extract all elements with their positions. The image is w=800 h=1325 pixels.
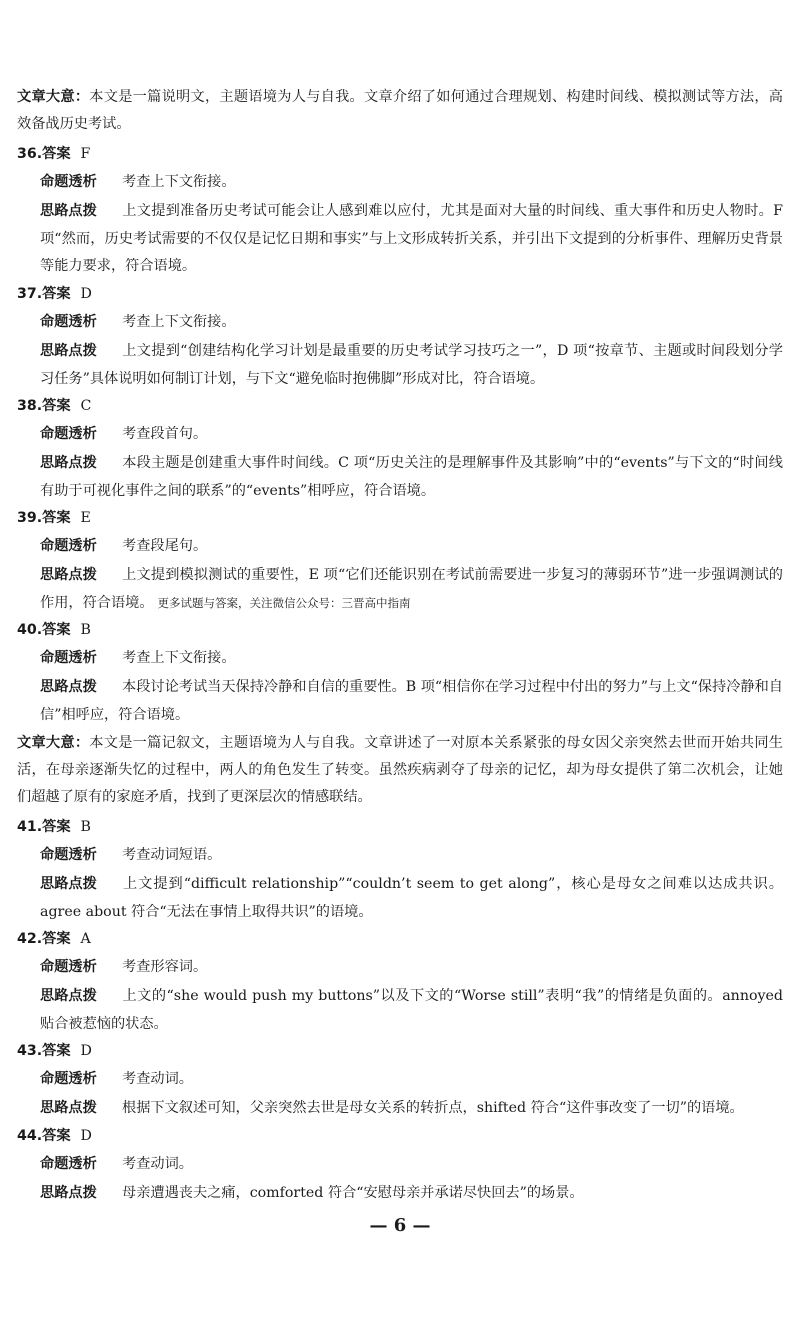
hint-row-36: 思路点拨 上文提到准备历史考试可能会让人感到难以应付，尤其是面对大量的时间线、重大事件和历史人物时。F 项“然而，历史考试需要的不仅仅是记忆日期和事实”与上文形成转折关系，并引出下文提到的分析事件、理解历史背景等能力要求，符合语境。	[40, 203, 783, 274]
answer-line-40: 40.答案 B	[17, 622, 91, 638]
analysis-row-36: 命题透析 考查上下文衔接。	[40, 174, 236, 190]
summary-text: 本文是一篇记叙文，主题语境为人与自我。文章讲述了一对原本关系紧张的母女因父亲突然去世而开始共同生活，在母亲逐渐失忆的过程中，两人的角色发生了转变。虽然疾病剥夺了母亲的记忆，却为母女提供了第二次机会，让她们超越了原有的家庭矛盾，找到了更深层次的情感联结。	[17, 735, 783, 805]
analysis-row-38: 命题透析 考查段首句。	[40, 426, 208, 442]
hint-row-40: 思路点拨 本段讨论考试当天保持冷静和自信的重要性。B 项“相信你在学习过程中付出的努力”与上文“保持冷静和自信”相呼应，符合语境。	[40, 679, 783, 723]
analysis-row-42: 命题透析 考查形容词。	[40, 959, 208, 975]
summary-label: 文章大意：	[17, 89, 90, 105]
page-number: — 6 —	[369, 1215, 431, 1236]
hint-row-38: 思路点拨 本段主题是创建重大事件时间线。C 项“历史关注的是理解事件及其影响”中的“events”与下文的“时间线有助于可视化事件之间的联系”的“events”相呼应，符合语境。	[40, 455, 783, 499]
answer-line-41: 41.答案 B	[17, 819, 91, 835]
answer-value: B	[80, 622, 91, 638]
promo-note: 更多试题与答案，关注微信公众号：三晋高中指南	[157, 595, 411, 610]
analysis-row-40: 命题透析 考查上下文衔接。	[40, 650, 236, 666]
answer-value: A	[80, 931, 91, 947]
analysis-row-41: 命题透析 考查动词短语。	[40, 847, 222, 863]
article-summary-2	[17, 730, 783, 811]
answer-value: D	[80, 1128, 92, 1144]
hint-row-43: 思路点拨 根据下文叙述可知，父亲突然去世是母女关系的转折点，shifted 符合“这件事改变了一切”的语境。	[40, 1100, 744, 1116]
analysis-row-43: 命题透析 考查动词。	[40, 1071, 193, 1087]
answer-value: D	[80, 286, 92, 302]
hint-row-42: 思路点拨 上文的“she would push my buttons”以及下文的“Worse still”表明“我”的情绪是负面的。annoyed 贴合被惹恼的状态。	[40, 988, 783, 1032]
answer-value: E	[80, 510, 91, 526]
answer-line-43: 43.答案 D	[17, 1043, 92, 1059]
article-summary-1	[17, 84, 783, 138]
answer-line-44: 44.答案 D	[17, 1128, 92, 1144]
answer-value: D	[80, 1043, 92, 1059]
answer-line-37: 37.答案 D	[17, 286, 92, 302]
analysis-row-37: 命题透析 考查上下文衔接。	[40, 314, 236, 330]
answer-value: C	[80, 398, 92, 414]
answer-value: F	[80, 146, 91, 162]
hint-row-44: 思路点拨 母亲遭遇丧夫之痛，comforted 符合“安慰母亲并承诺尽快回去”的场景。	[40, 1185, 584, 1201]
summary-text: 本文是一篇说明文，主题语境为人与自我。文章介绍了如何通过合理规划、构建时间线、模拟测试等方法，高效备战历史考试。	[17, 89, 783, 132]
analysis-row-44: 命题透析 考查动词。	[40, 1156, 193, 1172]
hint-row-37: 思路点拨 上文提到“创建结构化学习计划是最重要的历史考试学习技巧之一”，D 项“按章节、主题或时间段划分学习任务”具体说明如何制订计划，与下文“避免临时抱佛脚”形成对比，符合语境。	[40, 343, 783, 387]
hint-row-39: 思路点拨 上文提到模拟测试的重要性，E 项“它们还能识别在考试前需要进一步复习的薄弱环节”进一步强调测试的作用，符合语境。 更多试题与答案，关注微信公众号：三晋高中指南	[40, 567, 783, 611]
answer-value: B	[80, 819, 91, 835]
answer-line-39: 39.答案 E	[17, 510, 91, 526]
answer-line-42: 42.答案 A	[17, 931, 91, 947]
analysis-row-39: 命题透析 考查段尾句。	[40, 538, 208, 554]
answer-line-38: 38.答案 C	[17, 398, 92, 414]
answer-line-36: 36.答案 F	[17, 146, 91, 162]
hint-row-41: 思路点拨 上文提到“difficult relationship”“couldn’t seem to get along”，核心是母女之间难以达成共识。agree about 符合“无法在事情上取得共识”的语境。	[40, 876, 783, 920]
summary-label: 文章大意：	[17, 735, 90, 751]
